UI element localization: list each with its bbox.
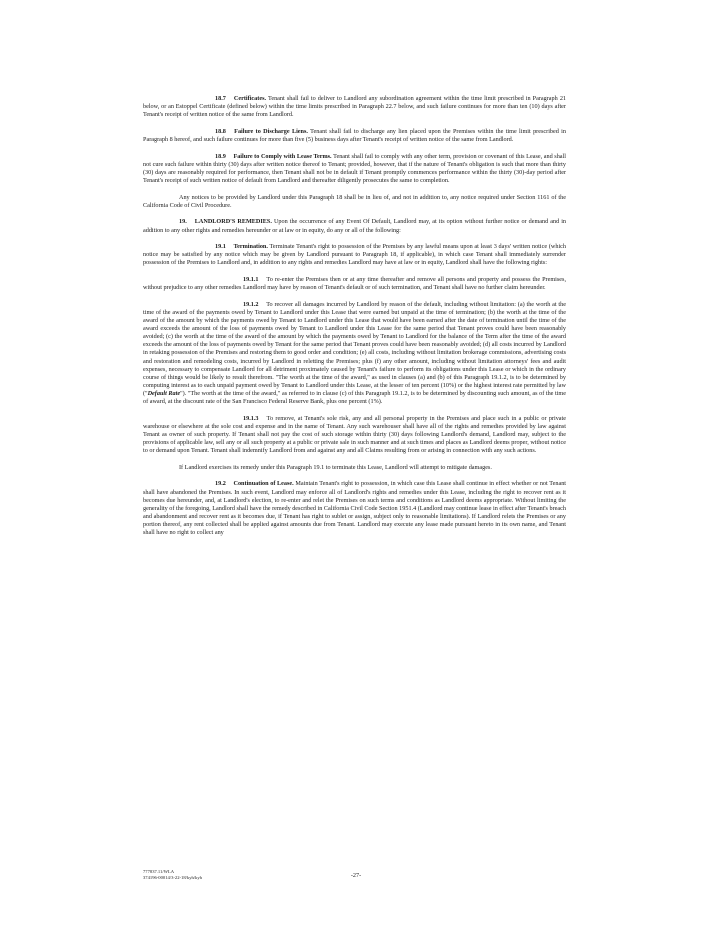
section-text: Terminate Tenant's right to possession of the Premises by any lawful means upon at least 3 days' written notice (which notice may be satisfied by any notice which may be given by Landlord pursuant to Paragraph 18, if applicable), in which case Tenant shall immediately surrender possession of the Premises to Landlord and, in addition to any rights and remedies Landlord may have at law or in equity, Landlord shall have the following rights: [143, 243, 567, 267]
paragraph-18-9 [143, 153, 566, 185]
section-text: Tenant shall fail to comply with any other term, provision or covenant of this Lease, and shall not cure such failure within thirty (30) days after written notice thereof to Tenant; provided, however, that if the nature of Tenant's obligation is such that more than thirty (30) days are reasonably required for performance, then Tenant shall not be in default if Tenant promptly commences performance within the thirty (30)-day period after Tenant's receipt of such written notice of default from Landlord and thereafter diligently prosecutes the same to completion. [143, 152, 566, 184]
paragraph-18-7 [143, 95, 566, 119]
paragraph-19-1 [143, 243, 566, 267]
section-text: To re-enter the Premises then or at any time thereafter and remove all persons and property and possess the Premises, without prejudice to any other remedies Landlord may have by reason of Tenant's default or of such termination, and Tenant shall have no further claim hereunder. [143, 276, 566, 292]
section-number: 19.1.3 [243, 414, 259, 422]
document-id-line: 777837.11/WLA [143, 869, 175, 874]
paragraph-19-1-1 [143, 276, 566, 292]
section-heading: Failure to Comply with Lease Terms. [233, 152, 332, 160]
section-text: Tenant shall fail to deliver to Landlord any subordination agreement within the time limit prescribed in Paragraph 21 below, or an Estoppel Certificate (defined below) within the time limits prescribed in Paragraph 22.7 below, and such failure continues for more than ten (10) days after Tenant's receipt of written notice of the same from Landlord. [143, 95, 567, 119]
section-heading: LANDLORD'S REMEDIES. [194, 218, 272, 226]
section-heading: Failure to Discharge Liens. [234, 127, 308, 135]
document-body [143, 95, 566, 546]
section-number: 18.8 [215, 127, 226, 135]
section-text: Upon the occurrence of any Event Of Default, Landlord may, at its option without further notice or demand and in addition to any other rights and remedies hereunder or at law or in equity, do any or all of the following: [143, 218, 567, 234]
section-number: 18.9 [215, 152, 226, 160]
section-number: 18.7 [215, 95, 226, 102]
paragraph-19-1-3 [143, 415, 566, 455]
section-heading: Continuation of Lease. [233, 480, 294, 488]
section-text-continued: "). "The worth at the time of the award," as referred to in clause (c) of this Paragraph 19.1.2, is to be determined by discounting such amount, as of the time of award, at the discount rate of the San Francisco Federal Reserve Bank, plus one percent (1%). [143, 389, 566, 405]
section-text: Maintain Tenant's right to possession, in which case this Lease shall continue in effect whether or not Tenant shall have abandoned the Premises. In such event, Landlord may enforce all of Landlord's rights and remedies under this Lease, including the right to recover rent as it becomes due hereunder, and, at Landlord's election, to re-enter and relet the Premises on such terms and conditions as Landlord deems appropriate. Without limiting the generality of the foregoing, Landlord shall have the remedy described in California Civil Code Section 1951.4 (Landlord may continue lease in effect after Tenant's breach and abandonment and recover rent as it becomes due, if Tenant has right to sublet or assign, subject only to reasonable limitations). If Landlord relets the Premises or any portion thereof, any rent collected shall be applied against amounts due from Tenant. Landlord may execute any lease made pursuant hereto in its own name, and Tenant shall have no right to collect any [143, 480, 567, 536]
page-number: -27- [350, 872, 362, 879]
paragraph-19-2 [143, 480, 566, 537]
section-number: 19.1 [215, 243, 226, 251]
section-text: Tenant shall fail to discharge any lien placed upon the Premises within the time limit prescribed in Paragraph 8 hereof, and such failure continues for more than five (5) business days after Tenant's receipt of written notice of the same from Landlord. [143, 127, 566, 143]
document-id-line: 374196-00014/3-22-18/kyh/kyh [143, 875, 202, 880]
paragraph-19-1-mitigate: If Landlord exercises its remedy under this Paragraph 19.1 to terminate this Lease, Landlord will attempt to mitigate damages. [179, 463, 492, 471]
section-heading: Termination. [233, 243, 268, 251]
paragraph-19-1-2 [143, 301, 566, 406]
section-heading: Certificates. [233, 95, 267, 102]
section-text: To recover all damages incurred by Landlord by reason of the default, including without limitation: (a) the worth at the time of the award of the payments owed by Tenant to Landlord under this Lease that were earned but unpaid at the time of termination; (b) the worth at the time of the award of the amount by which the payments owed by Tenant to Landlord under this Lease that would have been earned after the date of termination until the time of the award exceeds the amount of the loss of payments owed by Tenant to Landlord under this Lease for the same period that Tenant proves could have been reasonably avoided; (c) the worth at the time of the award of the amount by which the payments owed by Tenant to Landlord for the balance of the Term after the time of the award exceeds the amount of the loss of payments owed by Tenant for the same period that Tenant proves could have been reasonably avoided; (d) all costs incurred by Landlord in retaking possession of the Premises and restoring them to good order and condition; (e) all costs, including without limitation brokerage commissions, advertising costs and restoration and remodeling costs, incurred by Landlord in reletting the Premises; plus (f) any other amount, including without limitation attorneys' fees and audit expenses, necessary to compensate Landlord for all detriment proximately caused by Tenant's failure to perform its obligations under this Lease or which in the ordinary course of things would be likely to result therefrom. "The worth at the time of the award," as used in clauses (a) and (b) of this Paragraph 19.1.2, is to be determined by computing interest as to each unpaid payment owed by Tenant to Landlord under this Lease, at the lesser of ten percent (10%) or the highest interest rate permitted by law (" [143, 300, 566, 397]
defined-term: Default Rate [147, 389, 181, 397]
section-text: To remove, at Tenant's sole risk, any and all personal property in the Premises and place such in a public or private warehouse or elsewhere at the sole cost and expense and in the name of Tenant. Any such warehouser shall have all of the rights and remedies provided by law against Tenant as owner of such property. If Tenant shall not pay the cost of such storage within thirty (30) days following Landlord's demand, Landlord may, subject to the provisions of applicable law, sell any or all such property at a public or private sale in such manner and at such times and places as Landlord deems proper, without notice to or demand upon Tenant. Tenant shall indemnify Landlord from and against any and all Claims resulting from or arising in connection with any such actions. [143, 414, 566, 455]
paragraph-19 [143, 218, 566, 234]
section-number: 19.1.1 [243, 276, 259, 284]
section-number: 19. [179, 218, 187, 226]
paragraph-18-8 [143, 128, 566, 144]
section-number: 19.1.2 [243, 300, 259, 308]
document-id-footer [143, 869, 263, 881]
paragraph-18-notice: Any notices to be provided by Landlord under this Paragraph 18 shall be in lieu of, and not in addition to, any notice required under Section 1161 of the California Code of Civil Procedure. [143, 193, 566, 209]
section-number: 19.2 [215, 480, 226, 488]
